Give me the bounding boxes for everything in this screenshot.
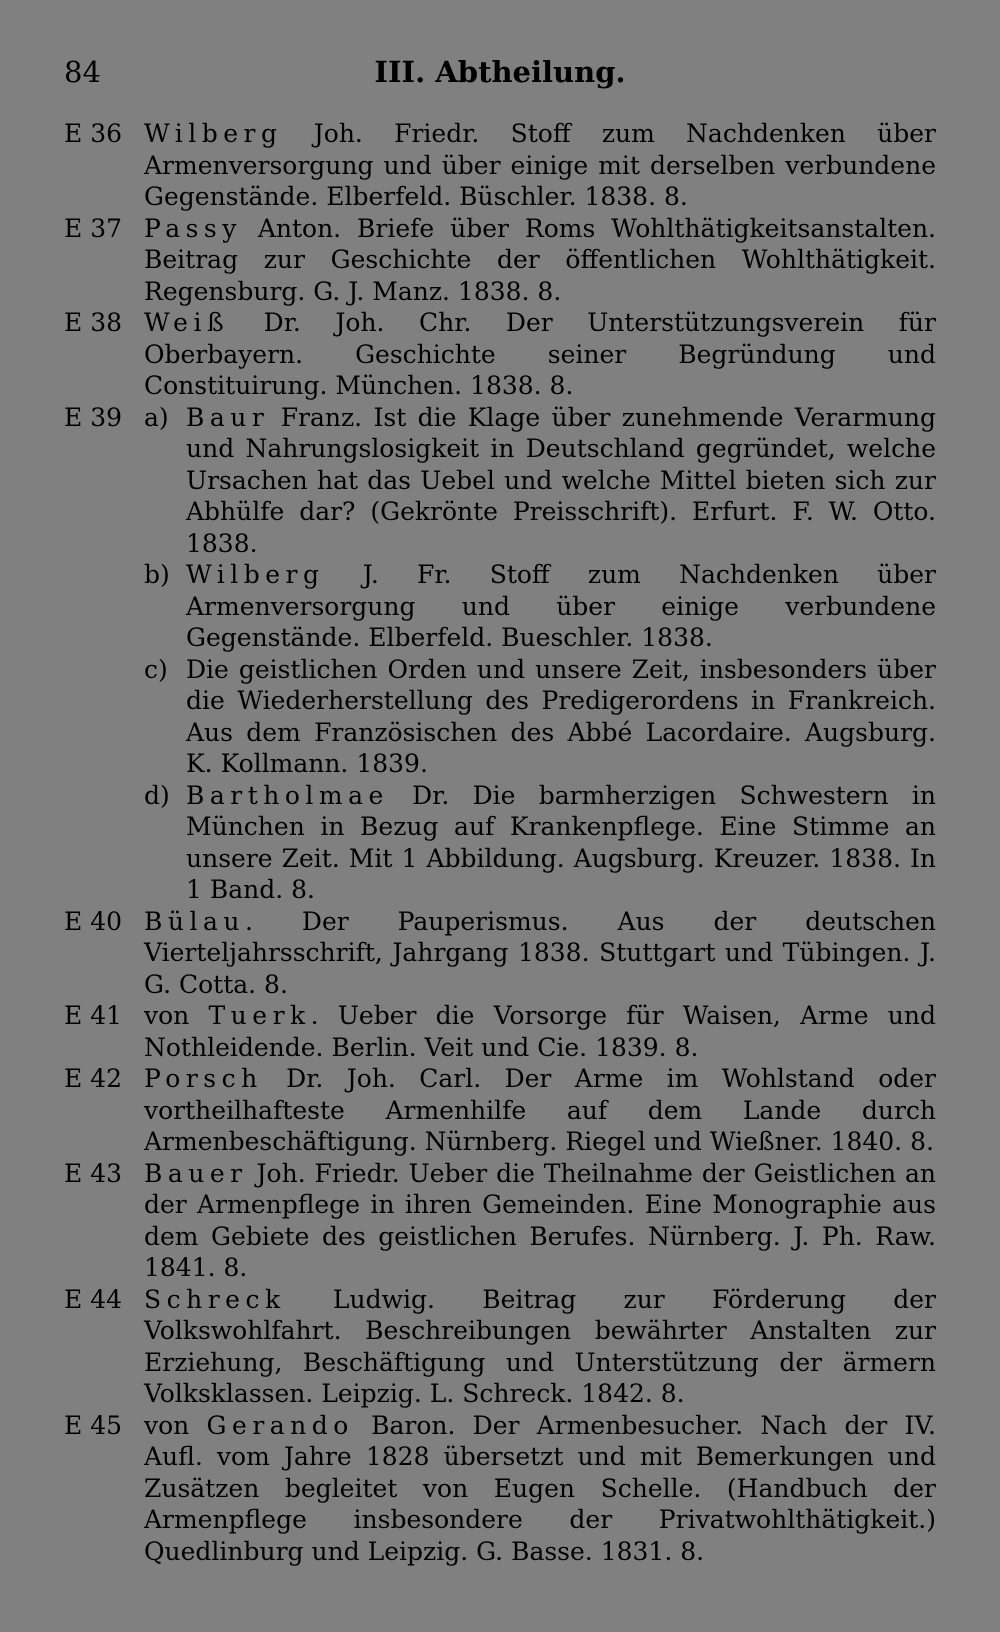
- entry-text: [144, 1000, 936, 1063]
- entry-author: Bartholmae: [186, 780, 389, 810]
- page-header: [64, 52, 936, 92]
- entry-author: Passy: [144, 213, 242, 243]
- entry-author: Weiß: [144, 308, 230, 337]
- catalog-entry: [64, 402, 936, 906]
- entry-code: E 40: [64, 906, 123, 936]
- sub-entry: [144, 559, 936, 654]
- entry-code: E 37: [64, 213, 123, 243]
- sub-entry-text: [186, 654, 936, 780]
- catalog-entry: [64, 1410, 936, 1568]
- sub-entry-text: [186, 780, 936, 906]
- entry-description: Die geistlichen Orden und unsere Zeit, insbesonders über die Wiederherstellung des Predigerordens in Frankreich. Aus dem Französischen des Abbé Lacordaire. Augsburg. K. Kollmann. 1839.: [186, 654, 936, 778]
- entry-code: E 41: [64, 1001, 123, 1030]
- sub-entry: [144, 402, 936, 560]
- catalog-entry: [64, 1000, 936, 1063]
- sub-entry-text: [186, 559, 936, 654]
- entry-description: Joh. Friedr. Stoff zum Nachdenken über Armenversorgung und über einige mit derselben verbundene Gegenstände. Elberfeld. Büschler. 1838. 8.: [144, 119, 936, 211]
- entry-description: J. Fr. Stoff zum Nachdenken über Armenversorgung und über einige verbundene Gegenstände. Elberfeld. Bueschler. 1838.: [186, 560, 937, 652]
- catalog-entry: [64, 1158, 936, 1284]
- catalog-entry: [64, 307, 936, 402]
- sub-entry: [144, 780, 936, 906]
- entry-code: E 36: [64, 119, 123, 148]
- entry-text: [144, 906, 936, 1001]
- sub-entry-letter: d): [144, 780, 170, 810]
- entry-description: . Der Pauperismus. Aus der deutschen Vierteljahrsschrift, Jahrgang 1838. Stuttgart und Tübingen. J. G. Cotta. 8.: [144, 906, 936, 999]
- entry-text: [144, 1410, 936, 1568]
- entry-text: [144, 213, 936, 308]
- entry-description: Anton. Briefe über Roms Wohlthätigkeitsanstalten. Beitrag zur Geschichte der öffentlichen Wohlthätigkeit. Regensburg. G. J. Manz. 1838. 8.: [144, 213, 936, 306]
- entry-code: E 42: [64, 1064, 123, 1093]
- entry-prefix: von: [144, 1001, 190, 1030]
- catalog-entry: [64, 213, 936, 308]
- entry-author: Bauer: [144, 1158, 248, 1188]
- entry-text: [144, 1063, 936, 1158]
- entry-code: E 38: [64, 308, 123, 337]
- entry-text: [144, 1284, 936, 1410]
- sub-entry-letter: c): [144, 654, 168, 684]
- entry-author: Schreck: [144, 1284, 286, 1314]
- entry-author: Tuerk: [208, 1001, 311, 1030]
- sub-entry-letter: a): [144, 402, 169, 432]
- entry-description: Dr. Joh. Chr. Der Unterstützungsverein für Oberbayern. Geschichte seiner Begründung und Constituirung. München. 1838. 8.: [144, 308, 936, 400]
- entry-description: . Ueber die Vorsorge für Waisen, Arme und Nothleidende. Berlin. Veit und Cie. 1839. 8.: [144, 1001, 937, 1062]
- entry-code: E 45: [64, 1410, 123, 1440]
- entry-description: Baron. Der Armenbesucher. Nach der IV. Aufl. vom Jahre 1828 übersetzt und mit Bemerkungen und Zusätzen begleitet von Eugen Schelle. (Handbuch der Armenpflege insbesondere der Privatwohlthätigkeit.) Quedlinburg und Leipzig. G. Basse. 1831. 8.: [144, 1410, 937, 1566]
- page-title: III. Abtheilung.: [374, 55, 626, 89]
- entry-text: [144, 118, 936, 213]
- entry-author: Baur: [186, 402, 270, 432]
- entry-author: Porsch: [144, 1064, 263, 1093]
- entry-code: E 43: [64, 1158, 123, 1188]
- catalog-entry: [64, 1284, 936, 1410]
- entry-text: [144, 307, 936, 402]
- sub-entry: [144, 654, 936, 780]
- entry-text: [144, 1158, 936, 1284]
- catalog-entry: [64, 906, 936, 1001]
- entry-author: Bülau: [144, 906, 245, 936]
- entry-author: Wilberg: [144, 119, 283, 148]
- entry-code: E 39: [64, 402, 123, 432]
- sub-entry-text: [186, 402, 936, 560]
- entry-description: Joh. Friedr. Ueber die Theilnahme der Geistlichen an der Armenpflege in ihren Gemeinden. Eine Monographie aus dem Gebiete des geistlichen Berufes. Nürnberg. J. Ph. Raw. 1841. 8.: [144, 1158, 936, 1282]
- entry-description: Dr. Die barmherzigen Schwestern in München in Bezug auf Krankenpflege. Eine Stimme an unsere Zeit. Mit 1 Abbildung. Augsburg. Kreuzer. 1838. In 1 Band. 8.: [186, 780, 936, 904]
- entry-description: Dr. Joh. Carl. Der Arme im Wohlstand oder vortheilhafteste Armenhilfe auf dem Lande durch Armenbeschäftigung. Nürnberg. Riegel und Wießner. 1840. 8.: [144, 1064, 936, 1156]
- catalog-entry: [64, 118, 936, 213]
- catalog-entries: [64, 118, 936, 1567]
- page-number: 84: [64, 55, 101, 89]
- entry-description: Ludwig. Beitrag zur Förderung der Volkswohlfahrt. Beschreibungen bewährter Anstalten zur Erziehung, Beschäftigung und Unterstützung der ärmern Volksklassen. Leipzig. L. Schreck. 1842. 8.: [144, 1284, 936, 1408]
- sub-entry-letter: b): [144, 560, 170, 589]
- entry-author: Gerando: [206, 1410, 354, 1440]
- entry-author: Wilberg: [186, 560, 325, 589]
- entry-description: Franz. Ist die Klage über zunehmende Verarmung und Nahrungslosigkeit in Deutschland gegründet, welche Ursachen hat das Uebel und welche Mittel bieten sich zur Abhülfe dar? (Gekrönte Preisschrift). Erfurt. F. W. Otto. 1838.: [186, 402, 936, 558]
- entry-code: E 44: [64, 1284, 123, 1314]
- catalog-entry: [64, 1063, 936, 1158]
- entry-prefix: von: [144, 1410, 190, 1440]
